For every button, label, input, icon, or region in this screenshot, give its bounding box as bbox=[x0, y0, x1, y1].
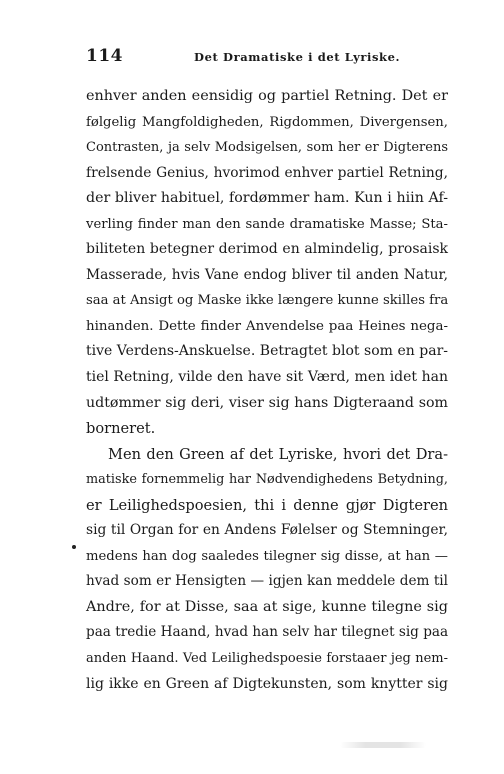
text-line: sig til Organ for en Andens Følelser og Stemninger, bbox=[86, 522, 448, 539]
text-line: borneret. bbox=[86, 420, 156, 438]
text-line: biliteten betegner derimod en almindelig, prosaisk bbox=[86, 241, 448, 258]
text-line: Andre, for at Disse, saa at sige, kunne tilegne sig bbox=[86, 598, 448, 615]
text-line: saa at Ansigt og Maske ikke længere kunne skilles fra bbox=[86, 293, 449, 309]
page-header bbox=[86, 46, 442, 70]
body-text bbox=[86, 84, 448, 697]
text-line: verling finder man den sande dramatiske Masse; Sta- bbox=[86, 216, 448, 232]
text-line: enhver anden eensidig og partiel Retning. Det er bbox=[86, 88, 448, 104]
text-line: hinanden. Dette finder Anvendelse paa Heines nega- bbox=[86, 318, 448, 334]
text-line: frelsende Genius, hvorimod enhver partiel Retning, bbox=[86, 164, 448, 181]
text-line: medens han dog saaledes tilegner sig disse, at han — bbox=[86, 548, 448, 564]
text-line: Masserade, hvis Vane endog bliver til anden Natur, bbox=[86, 266, 448, 283]
text-line: er Leilighedspoesien, thi i denne gjør Digteren bbox=[86, 496, 448, 514]
text-line: Men den Green af det Lyriske, hvori det Dra- bbox=[108, 445, 448, 463]
margin-dot bbox=[72, 545, 76, 549]
page-number: 114 bbox=[86, 46, 123, 66]
text-line: matiske fornemmelig har Nødvendighedens Betydning, bbox=[86, 472, 448, 488]
text-line: anden Haand. Ved Leilighedspoesie forstaaer jeg nem- bbox=[86, 651, 448, 667]
text-line: følgelig Mangfoldigheden, Rigdommen, Divergensen, bbox=[86, 114, 448, 130]
faint-library-stamp bbox=[340, 742, 426, 748]
text-line: tive Verdens-Anskuelse. Betragtet blot som en par- bbox=[86, 343, 448, 360]
text-line: tiel Retning, vilde den have sit Værd, men idet han bbox=[86, 369, 448, 386]
paragraph-2 bbox=[86, 442, 448, 697]
text-line: hvad som er Hensigten — igjen kan meddele dem til bbox=[86, 573, 448, 590]
paragraph-1 bbox=[86, 84, 448, 442]
text-line: udtømmer sig deri, viser sig hans Digteraand som bbox=[86, 394, 448, 411]
text-line: lig ikke en Green af Digtekunsten, som knytter sig bbox=[86, 675, 448, 692]
running-head: Det Dramatiske i det Lyriske. bbox=[194, 50, 401, 64]
text-line: der bliver habituel, fordømmer ham. Kun i hiin Af- bbox=[86, 190, 448, 207]
text-line: Contrasten, ja selv Modsigelsen, som her er Digterens bbox=[86, 140, 448, 156]
text-line: paa tredie Haand, hvad han selv har tilegnet sig paa bbox=[86, 624, 449, 641]
